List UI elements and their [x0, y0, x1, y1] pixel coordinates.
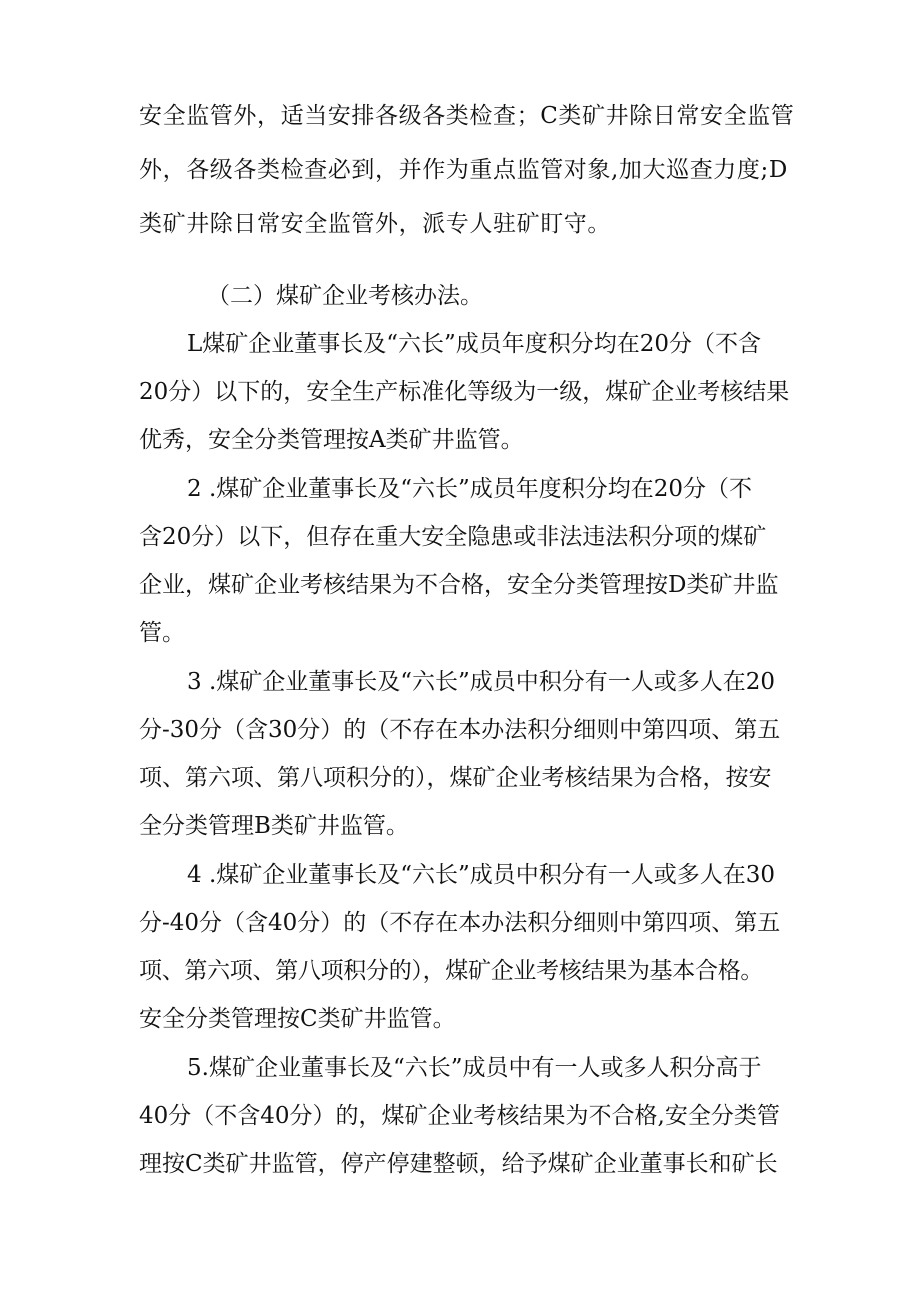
text-line: 安全分类管理按C类矿井监管。: [139, 1006, 456, 1032]
text-line: 管。: [139, 620, 185, 646]
text-line: 40分（不含40分）的，煤矿企业考核结果为不合格,安全分类管: [139, 1103, 780, 1129]
section-heading: （二）煤矿企业考核办法。: [207, 283, 483, 309]
text-line: 项、第六项、第八项积分的），煤矿企业考核结果为基本合格。: [139, 958, 764, 984]
text-line: 优秀，安全分类管理按A类矿井监管。: [139, 427, 524, 453]
text-line: 理按C类矿井监管，停产停建整顿，给予煤矿企业董事长和矿长: [139, 1151, 778, 1177]
text-line: 20分）以下的，安全生产标准化等级为一级，煤矿企业考核结果: [139, 379, 790, 405]
text-line: 含20分）以下，但存在重大安全隐患或非法违法积分项的煤矿: [139, 524, 767, 550]
text-line: 3 .煤矿企业董事长及“六长”成员中积分有一人或多人在20: [187, 669, 776, 695]
text-line: 安全监管外，适当安排各级各类检查；C类矿井除日常安全监管: [139, 103, 795, 129]
text-line: 外，各级各类检查必到，并作为重点监管对象,加大巡查力度;D: [139, 157, 788, 183]
text-line: 项、第六项、第八项积分的），煤矿企业考核结果为合格，按安: [139, 765, 772, 791]
text-line: 2 .煤矿企业董事长及“六长”成员年度积分均在20分（不: [187, 476, 753, 502]
text-line: 5.煤矿企业董事长及“六长”成员中有一人或多人积分高于: [187, 1055, 762, 1081]
text-line: 4 .煤矿企业董事长及“六长”成员中积分有一人或多人在30: [187, 862, 776, 888]
text-line: 全分类管理B类矿井监管。: [139, 813, 409, 839]
text-line: L煤矿企业董事长及“六长”成员年度积分均在20分（不含: [187, 331, 762, 357]
text-line: 分-40分（含40分）的（不存在本办法积分细则中第四项、第五: [139, 910, 781, 936]
text-line: 类矿井除日常安全监管外，派专人驻矿盯守。: [139, 211, 611, 237]
text-line: 分-30分（含30分）的（不存在本办法积分细则中第四项、第五: [139, 717, 781, 743]
text-line: 企业，煤矿企业考核结果为不合格，安全分类管理按D类矿井监: [139, 572, 779, 598]
